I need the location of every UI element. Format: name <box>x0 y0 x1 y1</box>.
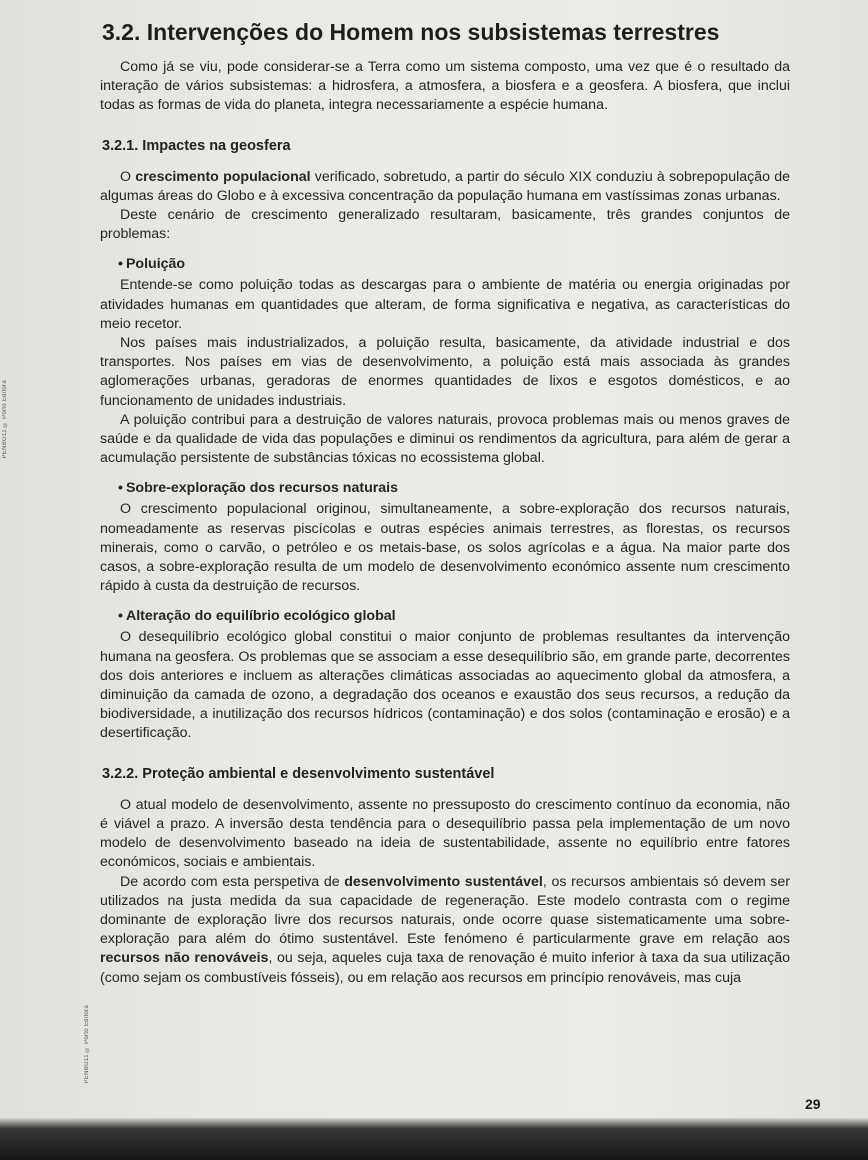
publisher-credit-lower: PENBG11 © Porto Editora <box>84 1005 90 1084</box>
paragraph-crescimento: O crescimento populacional verificado, sobretudo, a partir do século XIX conduziu à sobrepopulação de algumas áreas do Globo e à excessiva concentração da população humana em vastíssimas zonas urbanas. <box>100 168 791 204</box>
key-term-desenvolvimento-sustentavel: desenvolvimento sustentável <box>344 873 543 890</box>
key-term-crescimento: crescimento populacional <box>135 168 311 185</box>
topic-heading-poluicao: • Poluição <box>118 256 186 273</box>
publisher-credit: PENBG11 © Porto Editora <box>2 380 8 459</box>
paragraph-poluicao-3: A poluição contribui para a destruição de valores naturais, provoca problemas mais ou menos graves de saúde e da qualidade de vida das populações e diminui os rendimentos da agricultura, para além de gerar a acumulação persistente de substâncias tóxicas no ecossistema global. <box>100 411 790 467</box>
paragraph-sobre-exploracao: O crescimento populacional originou, simultaneamente, a sobre-exploração dos recursos naturais, nomeadamente as reservas piscícolas e outras espécies animais terrestres, as florestas, os recursos minerais, como o carvão, o petróleo e os metais-base, os solos agrícolas e a água. Na maior parte dos casos, a sobre-exploração resulta de um modelo de desenvolvimento económico assente num crescimento rápido à custa da destruição de recursos. <box>100 501 790 595</box>
intro-paragraph: Como já se viu, pode considerar-se a Terra como um sistema composto, uma vez que é o resultado da interação de vários subsistemas: a hidrosfera, a atmosfera, a biosfera e a geosfera. A biosfera, que inclui todas as formas de vida do planeta, integra necessariamente a espécie humana. <box>100 59 790 114</box>
paragraph-modelo-atual: O atual modelo de desenvolvimento, assente no pressuposto do crescimento contínuo da economia, não é viável a prazo. A inversão desta tendência para o desequilíbrio passa pela implementação de um novo modelo de desenvolvimento baseado na ideia de sustentabilidade, assente no equilíbrio entre fatores económicos, sociais e ambientais. <box>100 796 790 871</box>
subsection-title-impactes: 3.2.1. Impactes na geosfera <box>102 137 291 154</box>
topic-heading-alteracao: • Alteração do equilíbrio ecológico global <box>118 608 396 625</box>
page-content <box>100 16 790 988</box>
section-title: 3.2. Intervenções do Homem nos subsistemas terrestres <box>102 19 720 45</box>
bullet-icon: • <box>118 256 123 273</box>
paragraph-alteracao: O desequilíbrio ecológico global constitui o maior conjunto de problemas resultantes da intervenção humana na geosfera. Os problemas que se associam a esse desequilíbrio são, em grande parte, decorrentes dos dois anteriores e incluem as alterações climáticas associadas ao aquecimento global da atmosfera, a diminuição da camada de ozono, a degradação dos oceanos e exaustão dos seus recursos, a redução da biodiversidade, a inutilização dos recursos hídricos (contaminação) e dos solos (contaminação e erosão) e a desertificação. <box>100 629 790 742</box>
paragraph-desenvolvimento-sustentavel: De acordo com esta perspetiva de desenvolvimento sustentável, os recursos ambientais só devem ser utilizados na justa medida da sua capacidade de regeneração. Este modelo contrasta com o regime dominante de exploração livre dos recursos naturais, onde ocorre quase sistematicamente uma sobre-exploração para além do ótimo sustentável. Este fenómeno é particularmente grave em relação aos recursos não renováveis, ou seja, aqueles cuja taxa de renovação é muito inferior à taxa da sua utilização (como sejam os combustíveis fósseis), ou em relação aos recursos em princípio renováveis, mas cuja <box>100 873 791 986</box>
bullet-icon: • <box>118 480 123 497</box>
paragraph-poluicao-2: Nos países mais industrializados, a poluição resulta, basicamente, da atividade industrial e dos transportes. Nos países em vias de desenvolvimento, a poluição está mais associada às grandes aglomerações urbanas, geradoras de enormes quantidades de lixos e esgotos domésticos, e ao funcionamento de unidades industriais. <box>100 335 790 409</box>
paragraph-cenario: Deste cenário de crescimento generalizado resultaram, basicamente, três grandes conjuntos de problemas: <box>100 207 790 243</box>
topic-heading-sobre-exploracao: • Sobre-exploração dos recursos naturais <box>118 480 398 497</box>
bullet-icon: • <box>118 608 123 625</box>
paragraph-poluicao-1: Entende-se como poluição todas as descargas para o ambiente de matéria ou energia originadas por atividades humanas em quantidades que alteram, de forma significativa e negativa, as características do meio recetor. <box>100 277 790 332</box>
page-edge-shadow <box>0 1118 868 1160</box>
subsection-title-protecao: 3.2.2. Proteção ambiental e desenvolvimento sustentável <box>102 765 495 782</box>
page-number: 29 <box>805 1096 821 1112</box>
key-term-recursos-nao-renovaveis: recursos não renováveis <box>100 950 269 967</box>
